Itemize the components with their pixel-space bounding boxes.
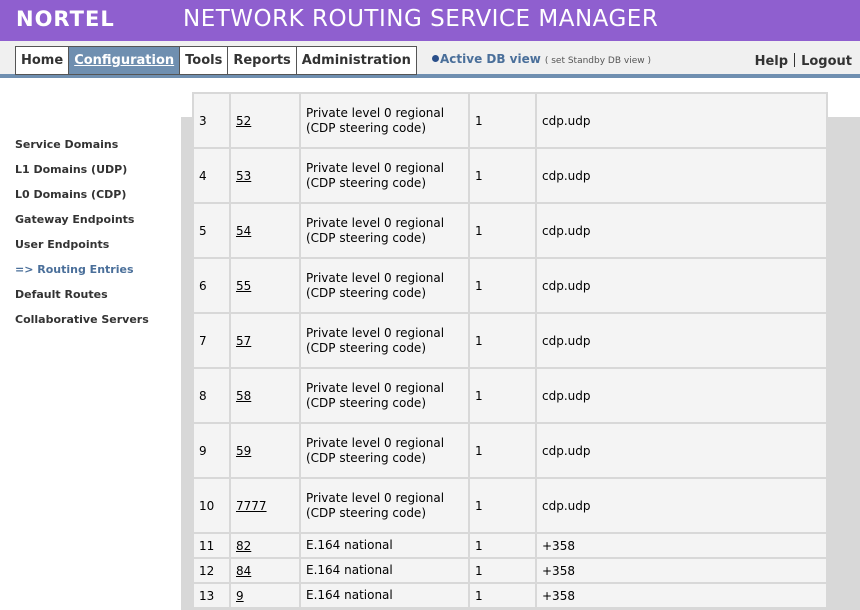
sidebar-item-l0-domains[interactable]: L0 Domains (CDP) [15,188,127,201]
nav-tabs [15,46,417,75]
route-domain: cdp.udp [537,479,826,532]
app-title: NETWORK ROUTING SERVICE MANAGER [183,6,659,32]
table-row [194,149,826,202]
route-domain: cdp.udp [537,369,826,422]
db-view-indicator [432,52,651,66]
tab-configuration[interactable]: Configuration [68,46,179,75]
row-number: 12 [194,559,229,582]
dial-code-link[interactable]: 84 [236,563,252,578]
table-row [194,584,826,607]
tab-tools[interactable]: Tools [179,46,227,75]
tab-home[interactable]: Home [15,46,68,75]
dial-code-link[interactable]: 9 [236,588,244,603]
row-number: 6 [194,259,229,312]
route-cost: 1 [470,369,535,422]
sidebar-item-collaborative-servers[interactable]: Collaborative Servers [15,313,149,326]
sidebar-item-l1-domains[interactable]: L1 Domains (UDP) [15,163,128,176]
tab-administration[interactable]: Administration [296,46,417,75]
active-db-view-label: Active DB view [440,52,541,66]
table-row [194,369,826,422]
main-nav [0,41,860,78]
route-type: Private level 0 regional (CDP steering code) [301,314,468,367]
table-row [194,424,826,477]
routing-entries-table [192,92,828,609]
dial-code-link[interactable]: 57 [236,333,252,348]
route-type: E.164 national [301,559,468,582]
row-number: 9 [194,424,229,477]
db-status-icon [432,55,439,62]
route-type: E.164 national [301,534,468,557]
set-standby-db-link[interactable]: ( set Standby DB view ) [544,56,651,66]
route-cost: 1 [470,479,535,532]
route-domain: cdp.udp [537,204,826,257]
route-domain: +358 [537,559,826,582]
utility-links [755,53,852,69]
route-type: Private level 0 regional (CDP steering code) [301,94,468,147]
route-cost: 1 [470,259,535,312]
route-domain: cdp.udp [537,94,826,147]
route-type: Private level 0 regional (CDP steering code) [301,479,468,532]
route-type: Private level 0 regional (CDP steering code) [301,424,468,477]
dial-code-link[interactable]: 7777 [236,498,267,513]
sidebar-item-service-domains[interactable]: Service Domains [15,138,119,151]
dial-code-link[interactable]: 52 [236,113,252,128]
route-type: Private level 0 regional (CDP steering code) [301,149,468,202]
table-row [194,259,826,312]
table-row [194,534,826,557]
route-cost: 1 [470,314,535,367]
table-row [194,94,826,147]
route-domain: +358 [537,534,826,557]
main-content [181,105,860,610]
table-row [194,204,826,257]
route-domain: +358 [537,584,826,607]
route-type: Private level 0 regional (CDP steering code) [301,204,468,257]
row-number: 3 [194,94,229,147]
dial-code-link[interactable]: 53 [236,168,252,183]
row-number: 11 [194,534,229,557]
route-cost: 1 [470,559,535,582]
route-cost: 1 [470,204,535,257]
dial-code-link[interactable]: 54 [236,223,252,238]
row-number: 7 [194,314,229,367]
route-type: Private level 0 regional (CDP steering code) [301,259,468,312]
row-number: 5 [194,204,229,257]
route-cost: 1 [470,149,535,202]
route-type: E.164 national [301,584,468,607]
route-domain: cdp.udp [537,149,826,202]
sidebar-item-gateway-endpoints[interactable]: Gateway Endpoints [15,213,135,226]
table-row [194,479,826,532]
sidebar-item-user-endpoints[interactable]: User Endpoints [15,238,110,251]
dial-code-link[interactable]: 59 [236,443,252,458]
dial-code-link[interactable]: 55 [236,278,252,293]
route-cost: 1 [470,584,535,607]
row-number: 13 [194,584,229,607]
help-link[interactable]: Help [754,54,789,69]
route-cost: 1 [470,534,535,557]
sidebar-item-default-routes[interactable]: Default Routes [15,288,108,301]
dial-code-link[interactable]: 82 [236,538,252,553]
row-number: 8 [194,369,229,422]
route-cost: 1 [470,94,535,147]
route-domain: cdp.udp [537,424,826,477]
table-row [194,314,826,367]
sidebar [15,138,149,338]
header-bar [0,0,860,41]
table-row [194,559,826,582]
row-number: 10 [194,479,229,532]
dial-code-link[interactable]: 58 [236,388,252,403]
route-domain: cdp.udp [537,314,826,367]
sidebar-item-routing-entries[interactable]: => Routing Entries [15,263,134,276]
row-number: 4 [194,149,229,202]
route-domain: cdp.udp [537,259,826,312]
logout-link[interactable]: Logout [801,54,852,69]
route-cost: 1 [470,424,535,477]
route-type: Private level 0 regional (CDP steering code) [301,369,468,422]
nortel-logo: NORTEL [16,7,115,31]
tab-reports[interactable]: Reports [227,46,295,75]
divider [794,53,795,67]
